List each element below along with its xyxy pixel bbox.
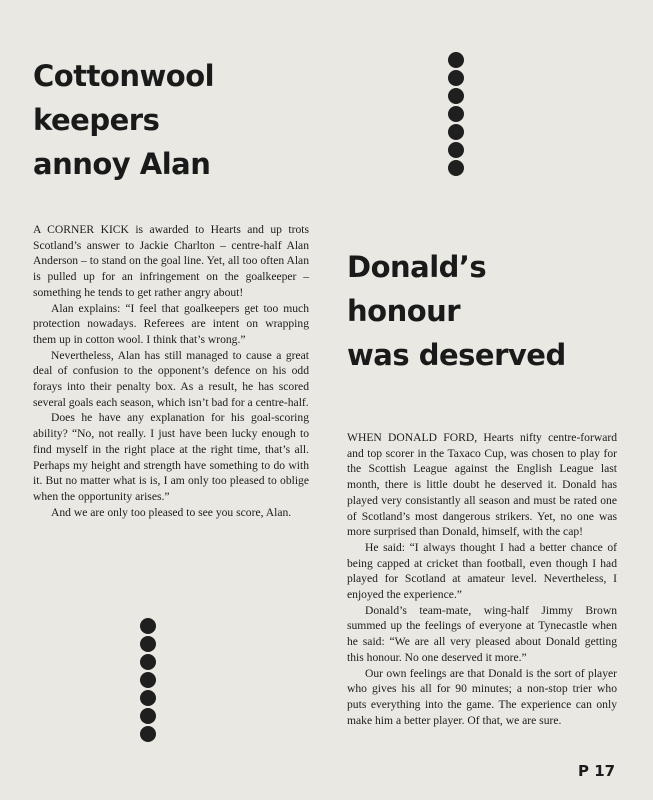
headline-line: honour <box>347 294 461 328</box>
page-number: P 17 <box>578 762 616 780</box>
article1-paragraph: Nevertheless, Alan has still managed to cause a great deal of confusion to the opponent’s defence on his odd forays into their penalty box. As a result, he has scored several goals each season, which isn’t bad for a centre-half. <box>33 348 309 409</box>
bullet-dot-icon <box>448 52 464 68</box>
article1-paragraph: A CORNER KICK is awarded to Hearts and up trots Scotland’s answer to Jackie Charlton – centre-half Alan Anderson – to stand on the goal line. Yet, all too often Alan is pulled up for an infringement on the goalkeeper – something he tends to get rather angry about! <box>33 223 309 299</box>
decorative-dot-column-bottom <box>140 618 156 742</box>
bullet-dot-icon <box>448 88 464 104</box>
article2-paragraph: Our own feelings are that Donald is the sort of player who gives his all for 90 minutes; a non-stop trier who puts everything into the game. The experience can only make him a better player. Of that, we are sure. <box>347 666 617 727</box>
article2-paragraph: He said: “I always thought I had a better chance of being capped at cricket than football, even though I had played for Scotland at amateur level. Nevertheless, I enjoyed the experience.” <box>347 540 617 602</box>
headline-line: keepers <box>33 103 160 137</box>
decorative-dot-column-top <box>448 52 464 176</box>
bullet-dot-icon <box>140 708 156 724</box>
bullet-dot-icon <box>140 618 156 634</box>
bullet-dot-icon <box>140 690 156 706</box>
article1-body <box>33 222 309 520</box>
headline-line: was deserved <box>347 338 566 372</box>
bullet-dot-icon <box>140 636 156 652</box>
article1-headline <box>33 54 214 186</box>
bullet-dot-icon <box>448 160 464 176</box>
bullet-dot-icon <box>140 726 156 742</box>
bullet-dot-icon <box>448 124 464 140</box>
article2-headline <box>347 245 566 377</box>
bullet-dot-icon <box>140 672 156 688</box>
bullet-dot-icon <box>140 654 156 670</box>
headline-line: annoy Alan <box>33 147 211 181</box>
article1-paragraph: Alan explains: “I feel that goalkeepers get too much protection nowadays. Referees are intent on wrapping them up in cotton wool. I think that’s wrong.” <box>33 301 309 346</box>
bullet-dot-icon <box>448 70 464 86</box>
bullet-dot-icon <box>448 106 464 122</box>
headline-line: Cottonwool <box>33 59 215 93</box>
article2-paragraph: Donald’s team-mate, wing-half Jimmy Brown summed up the feelings of everyone at Tynecastle when he said: “We are all very pleased about Donald getting this honour. No one deserved it more.” <box>347 603 617 664</box>
headline-line: Donald’s <box>347 250 487 284</box>
article2-paragraph: WHEN DONALD FORD, Hearts nifty centre-forward and top scorer in the Taxaco Cup, was chosen to play for the Scottish League against the English League last month, there is little doubt he deserved it. Donald has played very consistantly all season and must be rated one of Scotland’s most dangerous strikers. Yet, no one was more surprised than Donald, himself, with the cap! <box>347 431 617 539</box>
article1-paragraph: Does he have any explanation for his goal-scoring ability? “No, not really. I just have been lucky enough to find myself in the right place at the right time, that’s all. Perhaps my height and strength have something to do with it. But no matter what is is, I am only too pleased to oblige when the opportunity arises.” <box>33 411 309 503</box>
bullet-dot-icon <box>448 142 464 158</box>
article1-paragraph: And we are only too pleased to see you score, Alan. <box>51 505 292 519</box>
article2-body <box>347 430 617 728</box>
